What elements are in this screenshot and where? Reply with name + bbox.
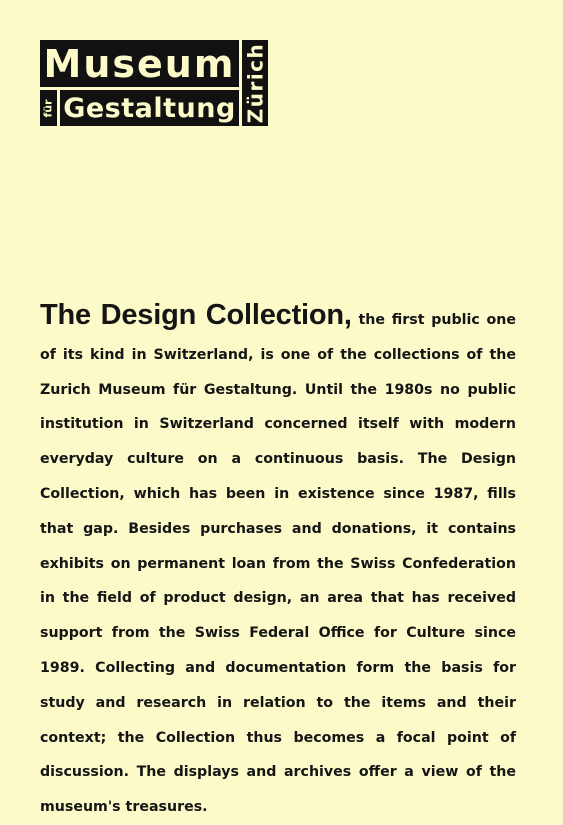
logo-zurich-block: [242, 40, 268, 126]
logo-gestaltung-block: [60, 90, 239, 126]
museum-logo: [40, 40, 268, 126]
logo-fuer-block: [40, 90, 57, 126]
logo-museum-text: Museum: [43, 41, 236, 86]
logo-museum-block: [40, 40, 239, 87]
headline: The Design Collection,: [40, 299, 352, 331]
logo-fuer-text: für: [42, 98, 56, 118]
body-paragraph: [40, 298, 516, 825]
body-text: the first public one of its kind in Switzerland, is one of the collections of the Zurich Museum für Gestaltung. Until the 1980s no public institution in Switzerland concerned itself with modern everyday culture on a continuous basis. The Design Collection, which has been in existence since 1987, fills that gap. Besides purchases and donations, it contains exhibits on permanent loan from the Swiss Confederation in the field of product design, an area that has received support from the Swiss Federal Office for Culture since 1989. Collecting and documentation form the basis for study and research in relation to the items and their context; the Collection thus becomes a focal point of discussion. The displays and archives offer a view of the museum's treasures.: [40, 312, 516, 816]
logo-gestaltung-text: Gestaltung: [63, 92, 236, 124]
logo-zurich-text: Zürich: [243, 42, 267, 124]
